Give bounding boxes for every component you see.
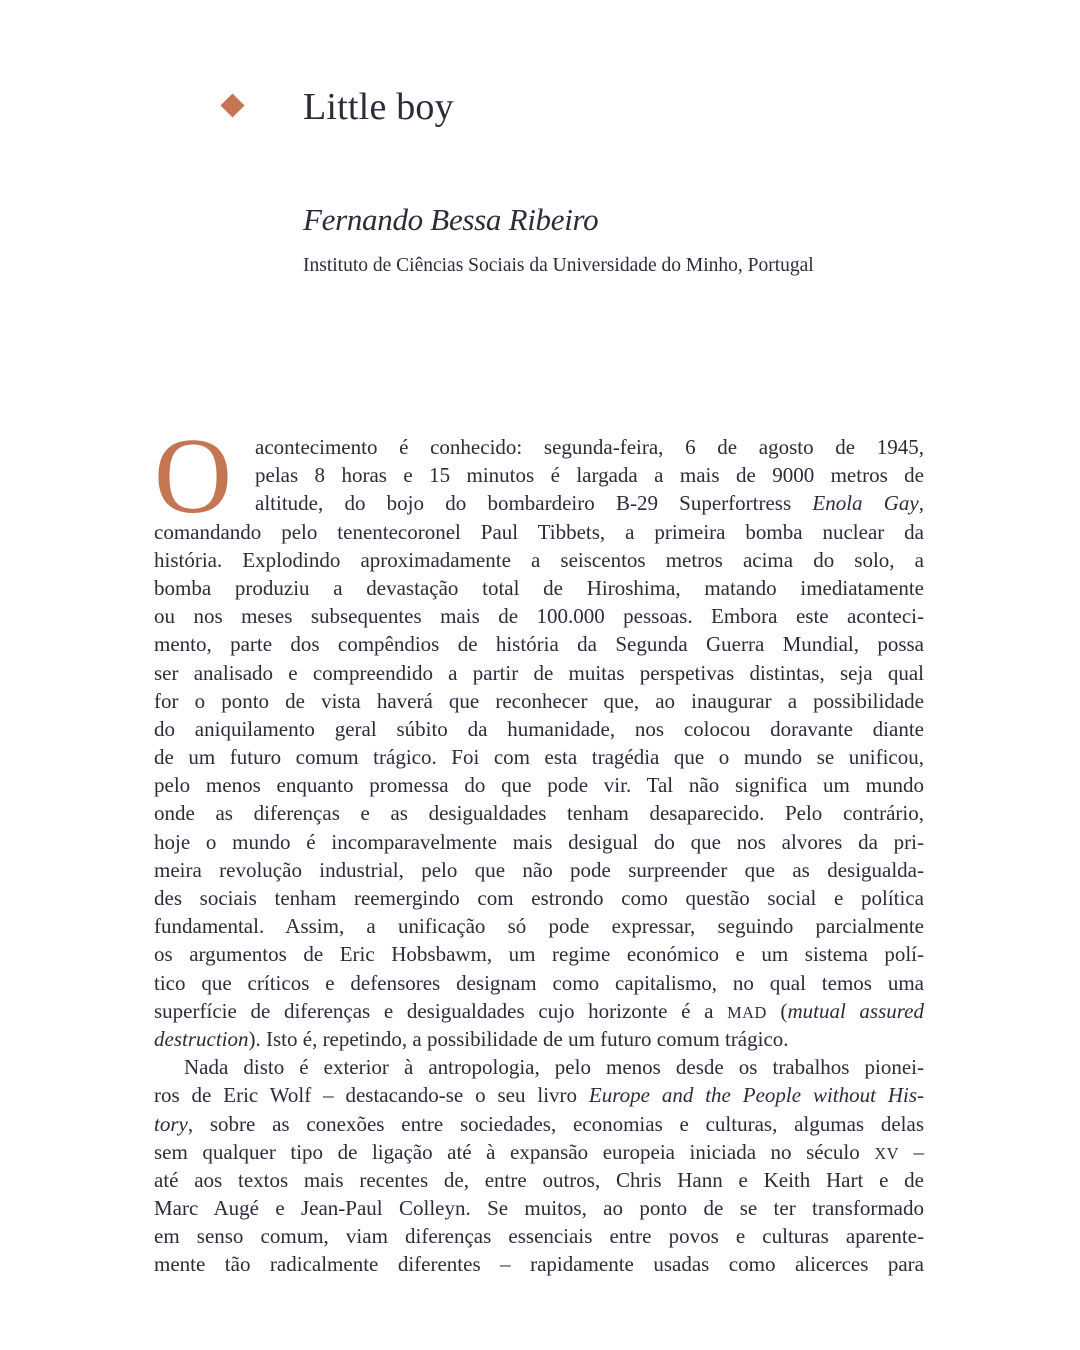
text-line: pelas 8 horas e 15 minutos é largada a mais de 9000 metros de [255, 463, 924, 488]
text-line: os argumentos de Eric Hobsbawm, um regime económico e um sistema polí- [154, 942, 924, 967]
text-line: até aos textos mais recentes de, entre outros, Chris Hann e Keith Hart e de [154, 1167, 924, 1192]
text-line: bomba produziu a devastação total de Hiroshima, matando imediatamente [154, 575, 924, 600]
diamond-icon [220, 93, 244, 117]
text-line: em senso comum, viam diferenças essenciais entre povos e culturas aparente- [154, 1224, 924, 1249]
text-line: mento, parte dos compêndios de história da Segunda Guerra Mundial, possa [154, 632, 924, 657]
text-line: tico que críticos e defensores designam como capitalismo, no qual temos uma [154, 970, 924, 995]
paragraph-1 [154, 433, 924, 1053]
text-line: meira revolução industrial, pelo que não pode surpreender que as desigualda- [154, 857, 924, 882]
text-line: Marc Augé e Jean-Paul Colleyn. Se muitos, ao ponto de se ter transformado [154, 1196, 924, 1221]
author-affiliation: Instituto de Ciências Sociais da Universidade do Minho, Portugal [303, 255, 814, 276]
aircraft-name: Enola Gay [812, 491, 919, 516]
author-name: Fernando Bessa Ribeiro [303, 202, 599, 237]
text-line: mente tão radicalmente diferentes – rapidamente usadas como alicerces para [154, 1252, 924, 1277]
paragraph-2 [154, 1053, 924, 1279]
text-line: ser analisado e compreendido a partir de muitas perspetivas distintas, seja qual [154, 660, 924, 685]
text-line: tory, sobre as conexões entre sociedades, economias e culturas, algumas delas [154, 1111, 924, 1136]
text-line: de um futuro comum trágico. Foi com esta tragédia que o mundo se unificou, [154, 745, 924, 770]
article-body [154, 417, 925, 1279]
text-line: comandando pelo tenentecoronel Paul Tibbets, a primeira bomba nuclear da [154, 519, 924, 544]
text-line: fundamental. Assim, a unificação só pode expressar, seguindo parcialmente [154, 914, 924, 939]
text-line: destruction). Isto é, repetindo, a possibilidade de um futuro comum trágico. [154, 1026, 789, 1051]
acronym: MAD [727, 1002, 767, 1022]
text-line: ou nos meses subsequentes mais de 100.000 pessoas. Embora este aconteci- [154, 604, 924, 629]
text-line: sem qualquer tipo de ligação até à expansão europeia iniciada no século XV – [154, 1139, 924, 1164]
text-line: hoje o mundo é incomparavelmente mais desigual do que nos alvores da pri- [154, 829, 924, 854]
text-line: superfície de diferenças e desigualdades cujo horizonte é a MAD (mutual assured [154, 998, 924, 1023]
text-line: des sociais tenham reemergindo com estrondo como questão social e política [154, 886, 924, 910]
text-line: Nada disto é exterior à antropologia, pelo menos desde os trabalhos pionei- [184, 1055, 924, 1080]
text-line: história. Explodindo aproximadamente a seiscentos metros acima do solo, a [154, 547, 924, 572]
text-line: onde as diferenças e as desigualdades tenham desaparecido. Pelo contrário, [154, 801, 924, 826]
chapter-title: Little boy [303, 86, 454, 128]
text-line: acontecimento é conhecido: segunda-feira, 6 de agosto de 1945, [255, 435, 924, 459]
text-line: pelo menos enquanto promessa do que pode vir. Tal não significa um mundo [154, 773, 924, 798]
text-line: for o ponto de vista haverá que reconhecer que, ao inaugurar a possibilidade [154, 688, 924, 713]
text-line: do aniquilamento geral súbito da humanidade, nos colocou doravante diante [154, 716, 924, 741]
book-title: Europe and the People without His- [588, 1083, 925, 1108]
text-line: ros de Eric Wolf – destacando-se o seu livro Europe and the People without His- [154, 1083, 925, 1108]
text-line: altitude, do bojo do bombardeiro B-29 Superfortress Enola Gay, [255, 491, 924, 516]
drop-cap: O [154, 417, 232, 536]
